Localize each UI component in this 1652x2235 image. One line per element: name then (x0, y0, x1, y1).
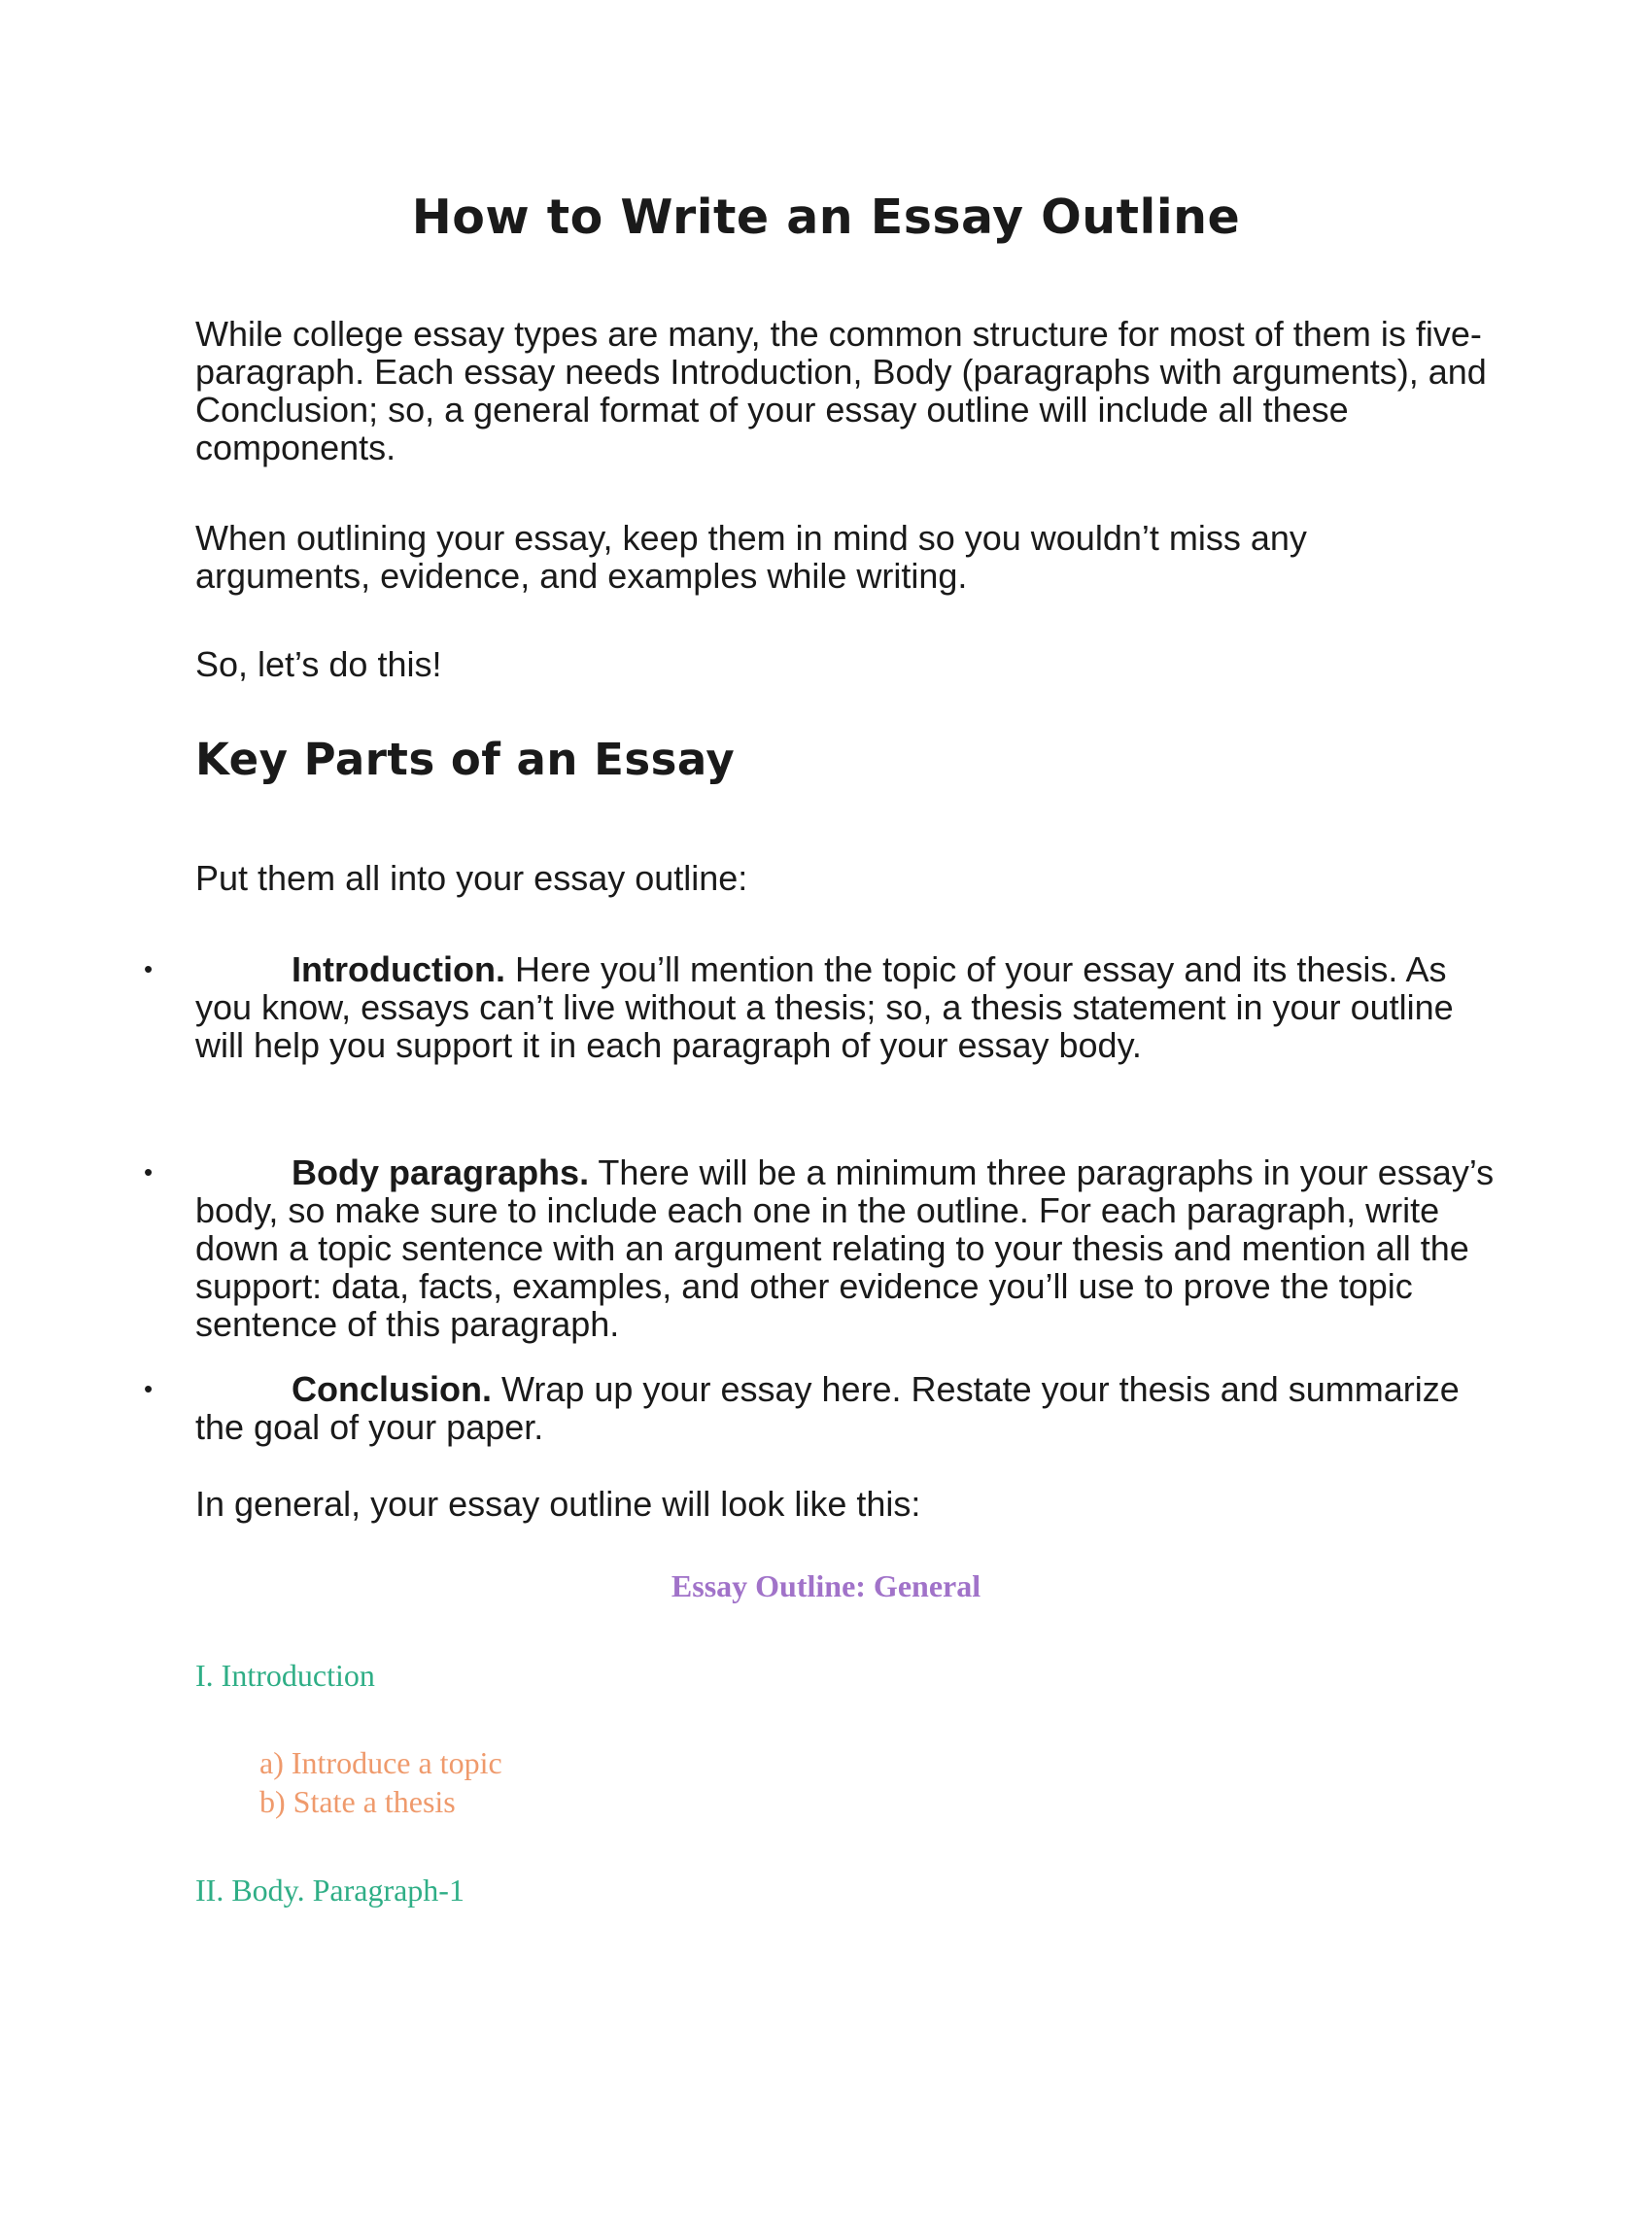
bullet-marker: • (144, 1374, 154, 1403)
bullet-item-conclusion (195, 1370, 1497, 1446)
general-intro: In general, your essay outline will look like this: (195, 1484, 921, 1524)
outline-item-level1: II. Body. Paragraph-1 (195, 1873, 465, 1908)
bullet-marker: • (144, 954, 154, 983)
outline-item-level1: I. Introduction (195, 1658, 375, 1693)
outline-item-level2: b) State a thesis (259, 1784, 456, 1819)
bullet-description: Here you’ll mention the topic of your essay and its thesis. As you know, essays can’t live without a thesis; so, a thesis statement in your outline will help you support it in each paragraph of your essay body. (195, 949, 1454, 1065)
intro-paragraph-2: When outlining your essay, keep them in mind so you wouldn’t miss any arguments, evidence, and examples while writing. (195, 518, 1307, 596)
outline-item-level2: a) Introduce a topic (259, 1745, 502, 1780)
bullet-term: Body paragraphs. (292, 1152, 590, 1192)
section-intro: Put them all into your essay outline: (195, 858, 748, 898)
outline-title: Essay Outline: General (671, 1568, 981, 1603)
bullet-item-introduction (195, 950, 1497, 1064)
document-title: How to Write an Essay Outline (411, 189, 1241, 245)
bullet-marker: • (144, 1157, 154, 1186)
bullet-description: Wrap up your essay here. Restate your thesis and summarize the goal of your paper. (195, 1369, 1460, 1447)
bullet-term: Conclusion. (292, 1369, 492, 1409)
intro-paragraph-3: So, let’s do this! (195, 644, 442, 684)
bullet-term: Introduction. (292, 949, 505, 989)
intro-paragraph-1: While college essay types are many, the common structure for most of them is five-paragraph. Each essay needs Introduction, Body (paragraphs with arguments), and Conclusion; so, a general format of your essay outline will include all these components. (195, 314, 1487, 467)
bullet-item-body-paragraphs (195, 1153, 1497, 1343)
bullet-description: There will be a minimum three paragraphs in your essay’s body, so make sure to include each one in the outline. For each paragraph, write down a topic sentence with an argument relating to your thesis and mention all the support: data, facts, examples, and other evidence you’ll use to prove the topic sentence of this paragraph. (195, 1152, 1495, 1344)
section-heading: Key Parts of an Essay (195, 734, 736, 785)
